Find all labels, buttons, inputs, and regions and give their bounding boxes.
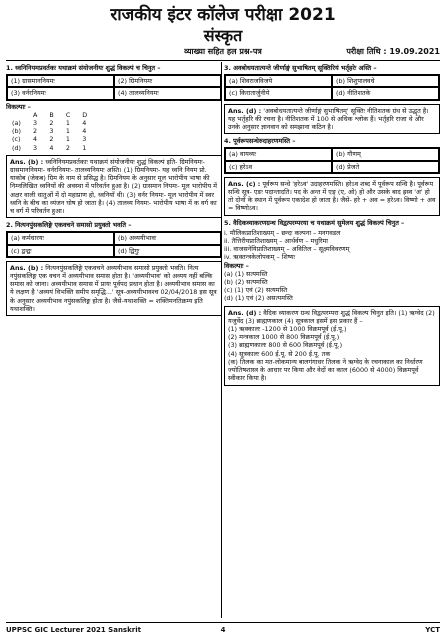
q4-option-d: (d) प्रेजते bbox=[332, 161, 439, 173]
subtitle-row bbox=[6, 46, 440, 61]
q1-option-1: (1) ग्रासमाननियमः bbox=[7, 75, 114, 87]
left-column bbox=[6, 62, 222, 618]
q1-option-4: (4) तालव्यनियमः bbox=[114, 87, 221, 99]
paper-subtitle: व्याख्या सहित हल प्रश्न-पत्र bbox=[184, 47, 262, 56]
publisher-logo: YCT bbox=[425, 626, 440, 634]
q2-option-a: (a) कर्मधारयः bbox=[7, 232, 114, 244]
question-5: 5. वैदिकव्याकरणग्रन्थ विद्वत्परम्परया च यथाक्रमं सुमेलय शुद्धं विकल्पं चिनुत – bbox=[224, 218, 405, 227]
question-2-options bbox=[6, 231, 222, 257]
q1-option-3: (3) वर्नरनियमः bbox=[7, 87, 114, 99]
q2-option-d: (d) द्विगुः bbox=[114, 245, 221, 257]
question-3-options bbox=[224, 74, 440, 100]
question-3: 3. अवबोधयतात्यन्ते जीर्णाङ्गं सुभाषितम् सूक्तिरियं भर्तृहरेः अस्ति – bbox=[224, 64, 377, 72]
question-5-answer: Ans. (d) : वैदिक व्याकरण ग्रन्थ विद्वत्परम्परा शुद्धं विकल्प चिनुत इति। (1) ऋग्वेद (2) यजुर्वेद (3) ब्राह्मणकाल (4) सूत्रकाल इसमें इस प्रकार हैं – (1) ऋक्कालः -1200 से 1000 विक्रमपूर्व (ई.पू.) (2) मन्त्रकाल 1000 से 800 विक्रमपूर्व (ई.पू.) (3) ब्राह्मणकालः 800 से 600 विक्रमपूर्व (ई.पू.) (4) सूत्रकालः 600 ई.पू. से 200 ई.पू. तक (क) तिलक का मत-लोकमान्य बालगंगाधर तिलक ने ऋग्वेद के रचनाकाल का निर्धारण ज्योतिषशास्त्र के आधार पर किया और वेदों का काल (6000 से 4000) विक्रमपूर्व स्वीकार किया है। bbox=[224, 306, 440, 386]
question-4-options bbox=[224, 147, 440, 173]
footer-exam-name: UPPSC GIC Lecturer 2021 Sanskrit bbox=[6, 626, 141, 634]
q5-matching-lines: i. मौलिकप्रातिशाख्यम् – छन्दः कल्पना – मनगवडल ii. तैत्तिरीयप्रातिशाख्यम् – आर्थर्वण – मधुरिमा iii. वाजसनेयिप्रातिशाख्यम् – अवितिल – सूक्ष्मविवरणम् iv. ऋक्तन्त्रकेलोपकम् – शिष्यः bbox=[224, 228, 350, 262]
subject-title: संस्कृत bbox=[203, 26, 243, 45]
question-1-options bbox=[6, 74, 222, 100]
question-2: 2. नित्यनपुंसकलिङ्गे एकवचने समासो प्रयुक्तो भवति – bbox=[6, 221, 132, 230]
q2-option-b: (b) अव्ययीभावः bbox=[114, 232, 221, 244]
q5-choice-header: विकल्पाः – bbox=[224, 261, 249, 270]
q3-option-d: (d) नीतिशतके bbox=[332, 87, 439, 99]
q2-option-c: (c) द्वन्द्वः bbox=[7, 245, 114, 257]
question-4: 4. पूर्वरूपसन्धेरुदाहरणमस्ति – bbox=[224, 137, 296, 146]
page-number: 4 bbox=[220, 626, 226, 634]
q3-option-b: (b) शिशुपालवधे bbox=[332, 75, 439, 87]
question-1-answer: Ans. (b) : ध्वनिनियमप्रवर्तकाः यथाक्रमं संयोजनीयः शुद्धं विकल्पं इति- ग्रिमनियमः- ग्रासमाननियमः- वर्नरनियमः- तालव्यनियमः अस्ति। (1) ग्रिमनियमः- यह ध्वनि नियम प्रो. याकोब (जेकब) ग्रिम के नाम से प्रसिद्ध है। ग्रिमनियम के अनुसार मूल भारोपीय भाषा की निम्नलिखित ध्वनियों की अवस्था में परिवर्तन हुआ है। (2) ग्रासमान नियमः- मूल भारोपीय में अक्षर वाली धातुओं में दो महाप्राण हो, ध्वनियाँ थी। (3) वर्नर नियमः- मूल भारोपीय में स्वर ध्वनि के बीच का व्यंजन घोष हो जाता है। (4) तालव्य नियमः- भारोपीय भाषा में क वर्ग का च वर्ग में परिवर्तन हुआ। bbox=[6, 155, 222, 218]
page-footer bbox=[6, 622, 440, 637]
q5-choices: (a) (1) सत्यमस्ति (b) (2) सत्यमस्ति (c) (1) एवं (2) सत्यमस्ति (d) (1) एवं (2) असत्यमस्ति bbox=[224, 269, 293, 303]
right-column bbox=[224, 62, 440, 618]
question-2-answer: Ans. (b) : नित्यनपुंसकलिङ्गे एकवचने अव्ययीभाव समासो प्रयुक्तो भवति। नित्य नपुंसकलिङ्ग एक वचन में अव्ययीभाव समास होता है। 'अव्ययीभाव' को अव्यय नहीं बल्कि समास को जाना। अव्ययीभाव समास में प्रायः पूर्वपद प्रधान होता है। अव्ययीभाव समास का ये लक्षण है 'अव्ययं विभक्ति समीप समृद्धि...' सूत्र-अव्ययीभावश्च 02/04/2018 इस सूत्र के अनुसार अव्ययीभाव नपुंसकलिङ्ग होता है। जैसे-यथाशक्ति = शक्तिमनतिक्रम्य इति यथाशक्ति। bbox=[6, 261, 222, 316]
q4-option-a: (a) वायव्यः bbox=[225, 148, 332, 160]
q1-codes: विकल्पाः – A B C D (a) 3 2 1 4 (b) 2 3 1 4 (c) 4 2 1 3 (d) 3 4 2 1 bbox=[6, 103, 222, 152]
exam-date: परीक्षा तिथि : 19.09.2021 bbox=[346, 47, 440, 56]
page-title: राजकीय इंटर कॉलेज परीक्षा 2021 bbox=[110, 5, 336, 25]
q3-option-a: (a) शिवराजविजये bbox=[225, 75, 332, 87]
question-3-answer: Ans. (d) : 'अवबोधयतात्यन्ते जीर्णाङ्गं सुभाषितम्' सूक्तिः नीतिशतक ग्रंथ से उद्धृत है। यह भर्तृहरि की रचना है। नीतिशतक में 100 से अधिक श्लोक हैं। भर्तृहरि राजा थे और उनके अनुसार ज्ञानवान को समझाना कठिन है। bbox=[224, 104, 440, 135]
q3-option-c: (c) किरातार्जुनीये bbox=[225, 87, 332, 99]
question-4-answer: Ans. (c) : पूर्वरूप सन्धे 'हरेऽव' उदाहरणमस्ति। हरेऽव शब्द में पूर्वरूप सन्धि है। पूर्वरूप सन्धि सूत्र- एङः पदान्तादति। पद के अन्त में एङ् (ए, ओ) हो और उसके बाद ह्रस्व 'अ' हो तो दोनों के स्थान में पूर्वरूप एकादेश हो जाता है। जैसे- हरे + अव = हरेऽव। विष्णो + अव = विष्णोऽव। bbox=[224, 177, 440, 216]
q1-option-2: (2) ग्रिमनियमः bbox=[114, 75, 221, 87]
q1-codes-table: A B C D (a) 3 2 1 4 (b) 2 3 1 4 (c) 4 2 1 3 (d) 3 4 2 1 bbox=[12, 110, 88, 152]
q4-option-c: (c) हरेऽव bbox=[225, 161, 332, 173]
question-1: 1. ध्वनिनियमप्रवर्तकः यथाक्रमं संयोजनीयः शुद्धं विकल्पं च चिनुत – bbox=[6, 64, 161, 72]
q4-option-b: (b) गौणम् bbox=[332, 148, 439, 160]
